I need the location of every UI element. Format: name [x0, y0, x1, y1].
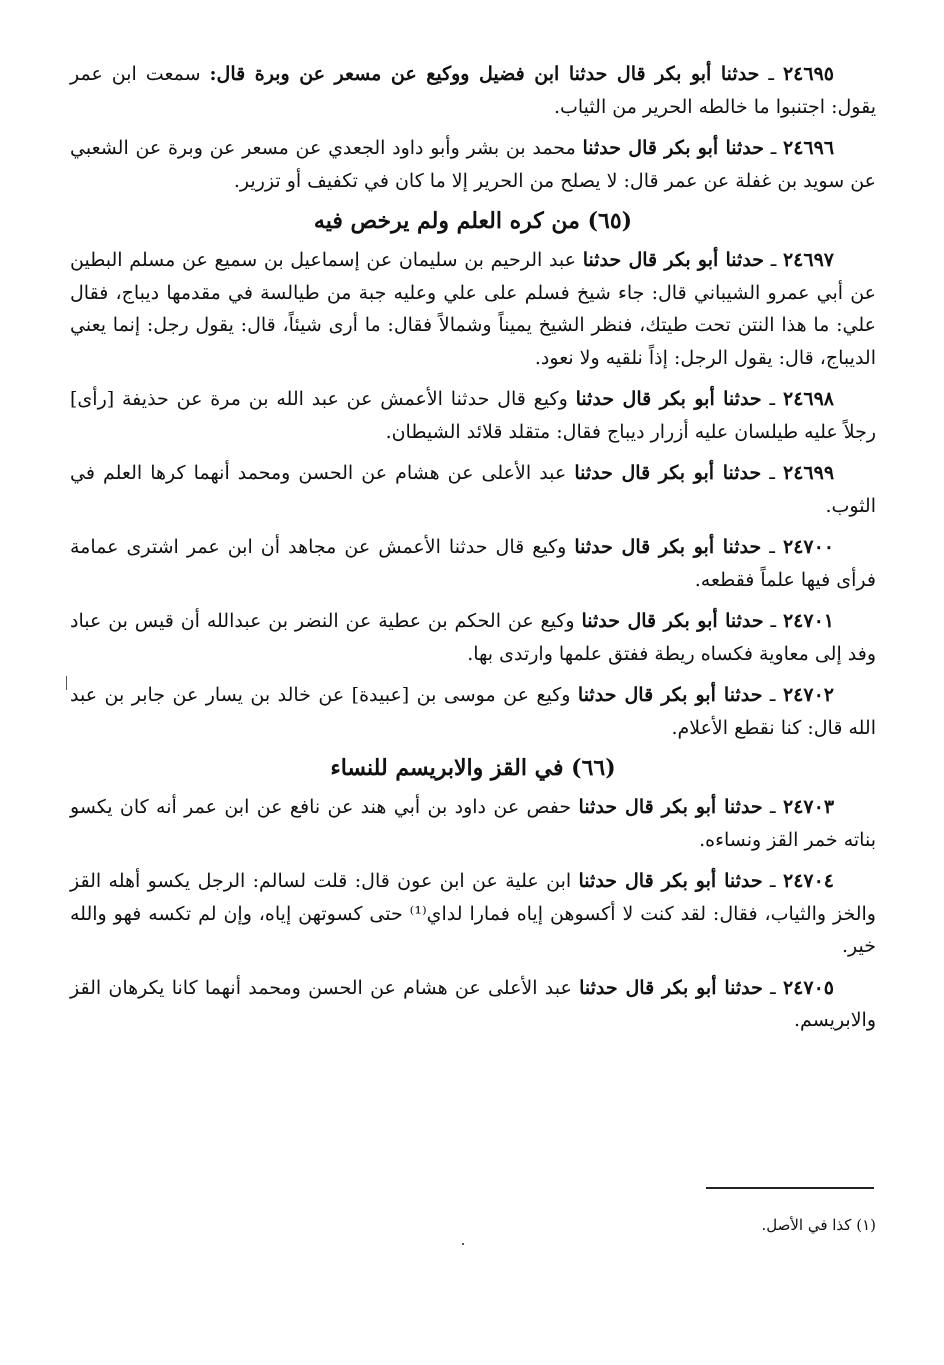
dash: ـ — [769, 536, 775, 558]
hadith-24703 — [70, 791, 876, 856]
hadith-24704 — [70, 865, 876, 963]
chapter-heading-65: (٦٥) من كره العلم ولم يرخص فيه — [313, 208, 633, 234]
dash: ـ — [770, 137, 777, 159]
hadith-text: وكيع قال حدثنا الأعمش عن مجاهد أن ابن عمر اشترى عمامة فرأى فيها علماً فقطعه. — [70, 536, 876, 591]
hadith-chain: حدثنا أبو بكر قال حدثنا — [578, 870, 763, 892]
hadith-chain: حدثنا أبو بكر قال حدثنا — [582, 137, 764, 159]
dash: ـ — [769, 388, 776, 410]
dash: ـ — [770, 796, 776, 818]
footnote: (١) كذا في الأصل. — [761, 1216, 876, 1234]
hadith-24699 — [70, 457, 876, 522]
hadith-number: ٢٤٧٠٠ — [782, 536, 835, 558]
chapter-heading-66: (٦٦) في القز والابريسم للنساء — [330, 755, 616, 781]
hadith-chain: حدثنا أبو بكر قال حدثنا — [574, 536, 762, 558]
hadith-text: وكيع عن الحكم بن عطية عن النضر بن عبدالله أن قيس بن عباد وفد إلى معاوية فكساه ريطة ففتق علمها وارتدى بها. — [70, 610, 876, 665]
footnote-separator — [706, 1187, 874, 1189]
hadith-24701 — [70, 605, 876, 670]
scan-speck — [66, 676, 67, 690]
hadith-chain: حدثنا أبو بكر قال حدثنا ابن فضيل ووكيع عن مسعر عن وبرة قال: — [209, 63, 760, 85]
dash: ـ — [769, 684, 776, 706]
book-page — [70, 58, 876, 1046]
dash: ـ — [770, 249, 777, 271]
hadith-chain: حدثنا أبو بكر قال حدثنا — [574, 462, 762, 484]
dash: ـ — [770, 976, 776, 999]
hadith-24702 — [70, 679, 876, 744]
dash: ـ — [770, 610, 777, 632]
hadith-24700 — [70, 531, 876, 596]
hadith-number: ٢٤٦٩٧ — [782, 249, 834, 271]
dash: ـ — [769, 462, 775, 484]
hadith-chain: حدثنا أبو بكر قال حدثنا — [575, 388, 762, 410]
hadith-24705 — [70, 972, 876, 1037]
hadith-chain: حدثنا أبو بكر قال حدثنا — [582, 249, 765, 271]
hadith-chain: حدثنا أبو بكر قال حدثنا — [577, 684, 763, 706]
hadith-number: ٢٤٧٠٥ — [782, 976, 834, 999]
hadith-text: عبد الرحيم بن سليمان عن إسماعيل بن سميع عن مسلم البطين عن أبي عمرو الشيباني قال: جاء شيخ فسلم على علي وعليه جبة من طيالسة في مقدمها ديباج، فقال علي: ما هذا النتن تحت طيتك، فنظر الشيخ يميناً وشمالاً فقال: ما أرى شيئاً، قال: يقول رجل: إنما يعني الديباج، قال: يقول الرجل: إذاً نلقيه ولا نعود. — [70, 249, 876, 369]
hadith-number: ٢٤٦٩٦ — [783, 137, 835, 159]
dash: ـ — [770, 870, 776, 892]
hadith-number: ٢٤٦٩٨ — [782, 388, 835, 410]
hadith-text: محمد بن بشر وأبو داود الجعدي عن مسعر عن وبرة عن الشعبي عن سويد بن غفلة عن عمر قال: لا يصلح من الحرير إلا ما كان في تكفيف أو تزرير. — [70, 137, 876, 192]
hadith-text: ابن علية عن ابن عون قال: قلت لسالم: الرجل يكسو أهله القز والخز والثياب، فقال: لقد كنت لا أكسوهن إياه فمارا لداي⁽¹⁾ حتى كسوتهن إياه، وإن لم تكسه فهو والله خير. — [70, 870, 876, 957]
hadith-number: ٢٤٦٩٩ — [783, 462, 835, 484]
hadith-text: وكيع عن موسى بن [عبيدة] عن خالد بن يسار عن جابر بن عبد الله قال: كنا نقطع الأعلام. — [70, 684, 876, 739]
hadith-number: ٢٤٧٠١ — [782, 610, 834, 632]
hadith-text: عبد الأعلى عن هشام عن الحسن ومحمد أنهما كرها العلم في الثوب. — [70, 462, 876, 517]
dash: ـ — [768, 63, 774, 85]
scan-speck — [462, 1243, 464, 1245]
hadith-chain: حدثنا أبو بكر قال حدثنا — [579, 976, 763, 999]
hadith-chain: حدثنا أبو بكر قال حدثنا — [578, 796, 763, 818]
hadith-text: عبد الأعلى عن هشام عن الحسن ومحمد أنهما كانا يكرهان القز والابريسم. — [70, 976, 876, 1031]
hadith-chain: حدثنا أبو بكر قال حدثنا — [581, 610, 764, 632]
hadith-24695 — [70, 58, 876, 123]
hadith-24697 — [70, 244, 876, 374]
hadith-24698 — [70, 383, 876, 448]
hadith-number: ٢٤٧٠٢ — [782, 684, 834, 706]
hadith-text: سمعت ابن عمر يقول: اجتنبوا ما خالطه الحرير من الثياب. — [70, 63, 876, 118]
hadith-text: وكيع قال حدثنا الأعمش عن عبد الله بن مرة عن حذيفة [رأى] رجلاً عليه طيلسان عليه أزرار ديباج فقال: متقلد قلائد الشيطان. — [70, 388, 876, 443]
hadith-text: حفص عن داود بن أبي هند عن نافع عن ابن عمر أنه كان يكسو بناته خمر القز ونساءه. — [70, 796, 876, 851]
hadith-24696 — [70, 132, 876, 197]
hadith-number: ٢٤٧٠٣ — [783, 796, 835, 818]
hadith-number: ٢٤٦٩٥ — [782, 63, 834, 85]
hadith-number: ٢٤٧٠٤ — [782, 870, 835, 892]
